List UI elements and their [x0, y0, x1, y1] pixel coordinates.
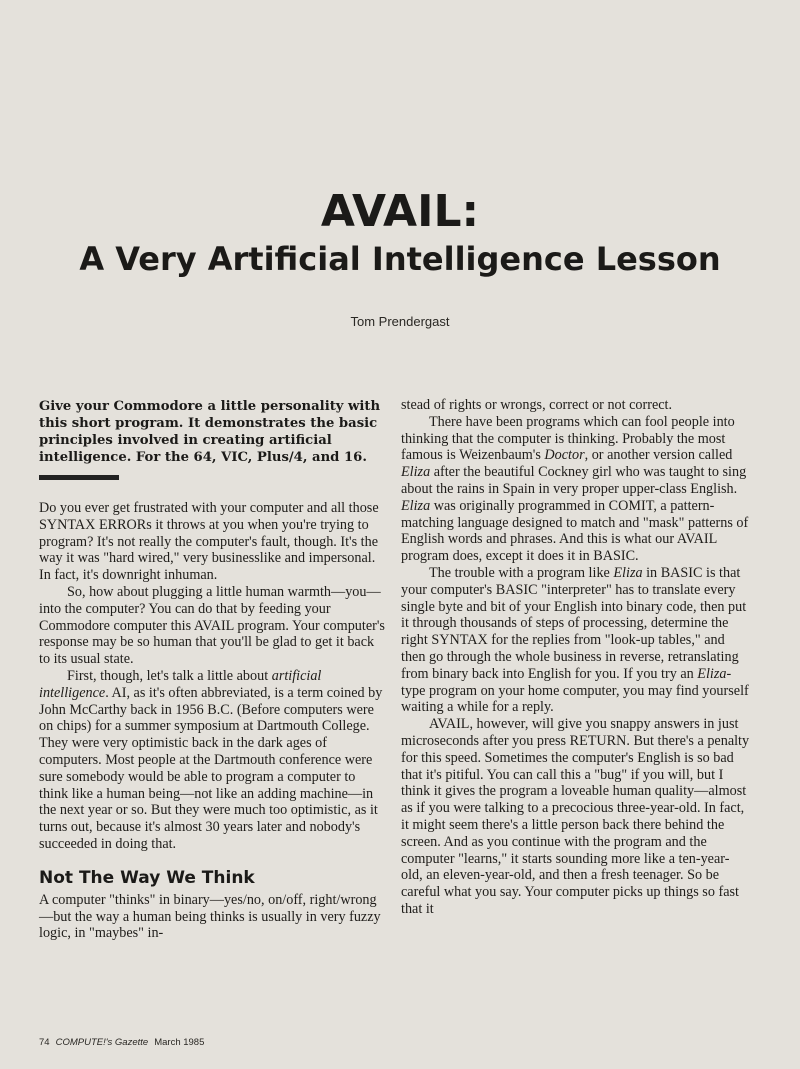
- issue-date: March 1985: [154, 1037, 205, 1048]
- text-run: -type program on your home computer, you may find yourself waiting a while for a reply.: [401, 665, 749, 716]
- article-deck: Give your Commodore a little personality with this short program. It demonstrates the basic principles involved in creating artificial intelligence. For the 64, VIC, Plus/4, and 16.: [39, 399, 381, 465]
- paragraph: [401, 414, 751, 565]
- text-run: in BASIC is that your computer's BASIC "interpreter" has to translate every single byte and bit of your English into binary code, then put it through thousands of steps of processing, determine the right SYNTAX for the replies from "look-up tables," and then go through the whole business in reverse, retranslating from binary back into English for you. If you try an: [401, 564, 747, 682]
- article-author: Tom Prendergast: [350, 314, 450, 329]
- article-subtitle: A Very Artificial Intelligence Lesson: [79, 240, 721, 278]
- emphasis: Eliza: [401, 464, 431, 481]
- text-run: The trouble with a program like: [429, 564, 614, 581]
- paragraph: So, how about plugging a little human warmth—you—into the computer? You can do that by feeding your Commodore computer this AVAIL program. Your computer's response may be so human that you'll be glad to get it back to its usual state.: [39, 583, 385, 668]
- text-run: was originally programmed in COMIT, a pattern-matching language designed to match and "mask" patterns of English words and phrases. And this is what our AVAIL program does, except it does it in BASIC.: [401, 497, 749, 565]
- paragraph: [39, 668, 387, 853]
- emphasis: artificial intelligence: [39, 667, 322, 701]
- emphasis: Eliza: [697, 665, 727, 682]
- paragraph: A computer "thinks" in binary—yes/no, on/off, right/wrong—but the way a human being thinks is usually in very fuzzy logic, in "maybes" in-: [39, 891, 381, 942]
- magazine-name: COMPUTE!'s Gazette: [55, 1037, 149, 1048]
- right-column: [401, 397, 751, 918]
- article-title: AVAIL:: [320, 186, 480, 237]
- paragraph: stead of rights or wrongs, correct or not correct.: [401, 397, 673, 413]
- page-number: 74: [39, 1037, 50, 1048]
- left-column: [39, 398, 387, 942]
- text-run: , or another version called: [584, 447, 733, 464]
- deck-rule: [39, 475, 119, 480]
- section-subhead: Not The Way We Think: [39, 867, 255, 888]
- paragraph: Do you ever get frustrated with your computer and all those SYNTAX ERRORs it throws at you when you're trying to program? It's not really the computer's fault, though. It's the way it was "hard wired," very businesslike and impersonal. In fact, it's downright inhuman.: [39, 500, 379, 584]
- paragraph: [401, 565, 751, 716]
- text-run: after the beautiful Cockney girl who was taught to sing about the rains in Spain in very proper upper-class English.: [401, 464, 747, 497]
- text-run: First, though, let's talk a little about: [67, 667, 272, 684]
- emphasis: Eliza: [401, 497, 431, 514]
- emphasis: Doctor: [544, 447, 585, 464]
- text-run: . AI, as it's often abbreviated, is a term coined by John McCarthy back in 1956 B.C. (Before computers were on chips) for a summer symposium at Dartmouth College. They were very optimistic back in the dark ages of computers. Most people at the Dartmouth conference were sure somebody would be able to program a computer to think like a human being—not like an adding machine—in the next year or so. But they were much too optimistic, as it turns out, because it's almost 30 years later and nobody's succeeded in doing that.: [39, 684, 383, 852]
- text-run: There have been programs which can fool people into thinking that the computer is thinking. Probably the most famous is Weizenbaum's: [401, 413, 735, 464]
- page-footer: [39, 1037, 204, 1048]
- emphasis: Eliza: [613, 564, 643, 581]
- paragraph: AVAIL, however, will give you snappy answers in just microseconds after you press RETURN. But there's a penalty for this speed. Sometimes the computer's English is so bad that it's pitiful. You can call this a "bug" if you will, but I think it gives the program a loveable human quality—almost as if you were talking to a precocious three-year-old. In fact, it might seem there's a little person back there behind the screen. And as you continue with the program and the computer "learns," it starts sounding more like a ten-year-old, an eleven-year-old, and then a fresh teenager. So be careful what you say. Your computer picks up things so fast that it: [401, 716, 750, 917]
